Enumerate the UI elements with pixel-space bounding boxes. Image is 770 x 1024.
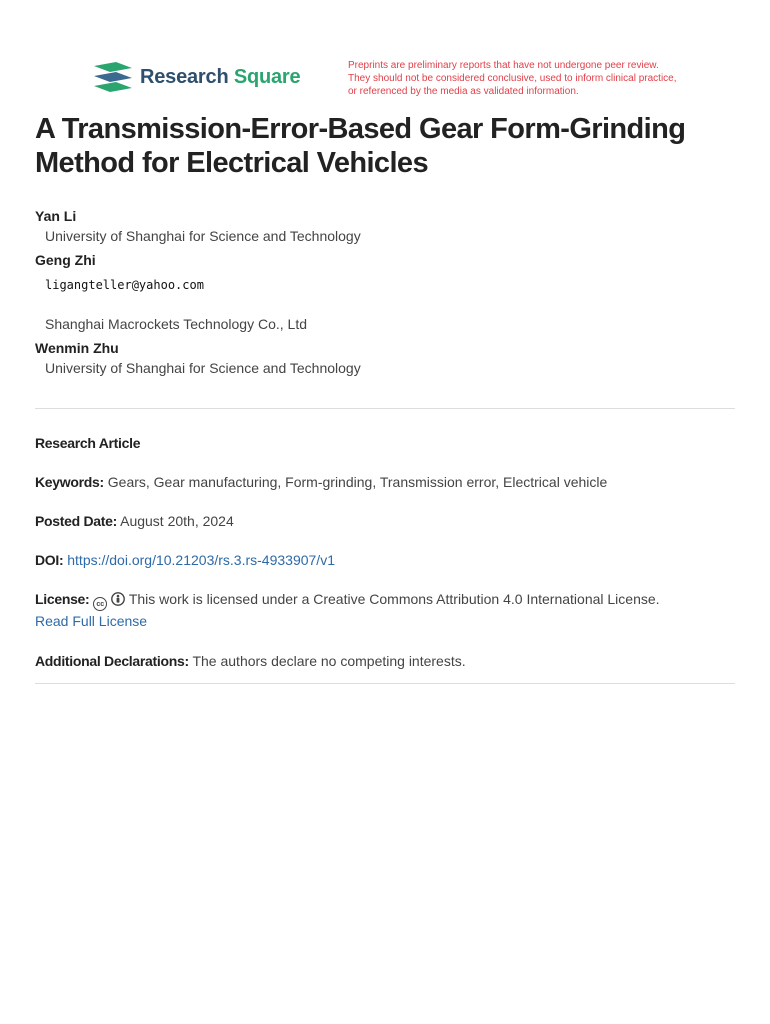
keywords-label: Keywords:: [35, 474, 104, 490]
article-type-label: Research Article: [35, 435, 141, 451]
license-label: License:: [35, 591, 90, 607]
cc-icon: cc: [93, 597, 107, 611]
page-header: [0, 0, 770, 100]
article-type: [35, 433, 735, 453]
author-email[interactable]: ligangteller@yahoo.com: [45, 278, 204, 292]
logo-word-square: Square: [233, 65, 301, 88]
research-square-logo-icon: [94, 62, 132, 92]
disclaimer-line: or referenced by the media as validated information.: [348, 86, 579, 97]
preprint-disclaimer: [348, 59, 748, 98]
posted-date-row: [35, 511, 735, 531]
author-name: Wenmin Zhu: [35, 340, 119, 356]
section-divider: [35, 683, 735, 684]
author-affiliation: Shanghai Macrockets Technology Co., Ltd: [45, 316, 308, 332]
doi-link[interactable]: https://doi.org/10.21203/rs.3.rs-4933907/v1: [67, 552, 335, 568]
declarations-row: [35, 651, 735, 671]
license-text: This work is licensed under a Creative Commons Attribution 4.0 International License.: [128, 591, 660, 607]
license-row: [35, 589, 735, 631]
author-affiliation: University of Shanghai for Science and Technology: [45, 360, 361, 376]
doi-label: DOI:: [35, 552, 64, 568]
disclaimer-line: They should not be considered conclusive, used to inform clinical practice,: [348, 73, 677, 84]
logo-word-research: Research: [140, 65, 229, 88]
section-divider: [35, 408, 735, 409]
disclaimer-line: Preprints are preliminary reports that have not undergone peer review.: [348, 60, 659, 71]
read-full-license-link[interactable]: Read Full License: [35, 613, 148, 629]
author-name: Yan Li: [35, 208, 77, 224]
posted-date-value: August 20th, 2024: [120, 513, 234, 529]
doi-row: [35, 550, 735, 570]
research-square-logo[interactable]: [94, 62, 300, 92]
keywords-value: Gears, Gear manufacturing, Form-grinding, Transmission error, Electrical vehicle: [107, 474, 608, 490]
posted-date-label: Posted Date:: [35, 513, 117, 529]
logo-text: [140, 66, 300, 89]
author-affiliation: University of Shanghai for Science and Technology: [45, 228, 361, 244]
declarations-value: The authors declare no competing interests.: [192, 653, 466, 669]
declarations-label: Additional Declarations:: [35, 653, 189, 669]
author-list: [35, 202, 735, 378]
by-attribution-icon: [111, 592, 125, 606]
keywords-row: [35, 472, 735, 492]
author-name: Geng Zhi: [35, 252, 96, 268]
paper-title: A Transmission-Error-Based Gear Form-Grinding Method for Electrical Vehicles: [35, 113, 686, 179]
